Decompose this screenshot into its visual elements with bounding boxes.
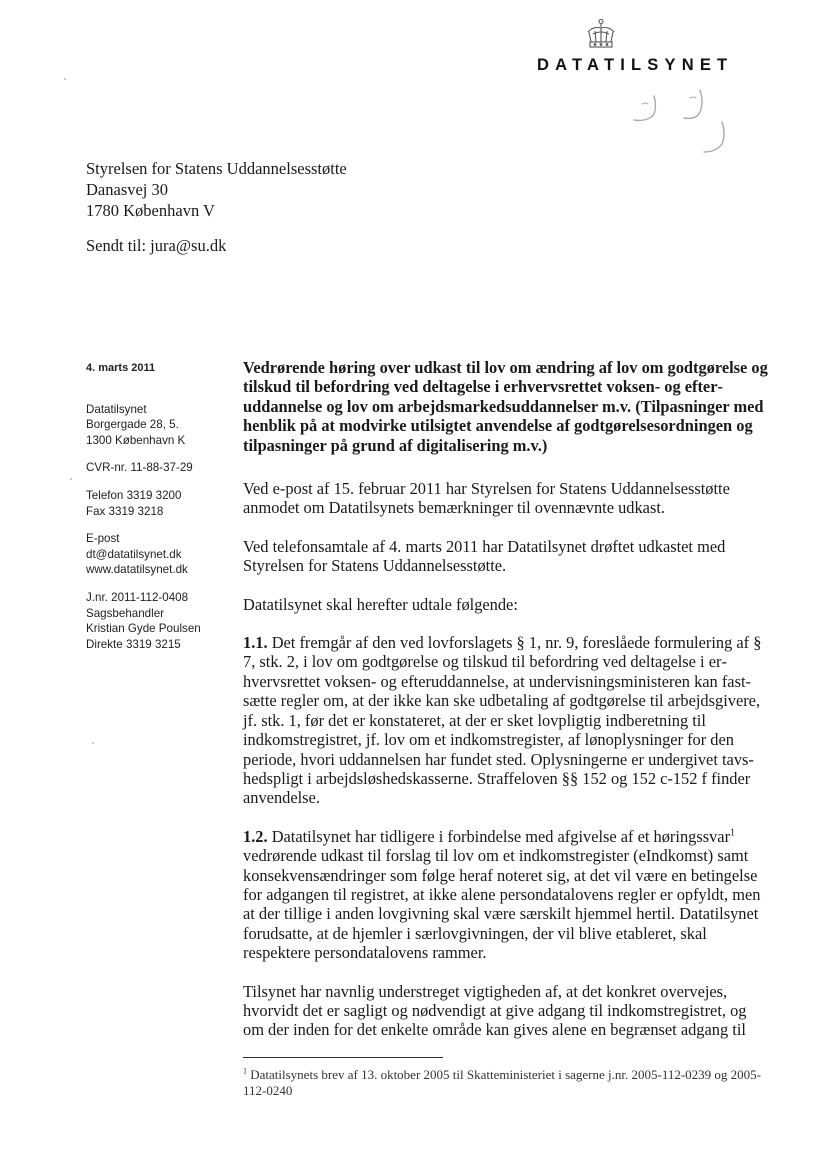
footnote-divider xyxy=(243,1057,443,1058)
case-handler-phone: Direkte 3319 3215 xyxy=(86,637,181,651)
case-number: J.nr. 2011-112-0408 xyxy=(86,590,189,604)
scan-speck xyxy=(92,742,94,744)
web-link[interactable]: www.datatilsynet.dk xyxy=(86,563,188,577)
recipient-street: Danasvej 30 xyxy=(86,180,169,199)
section-number: 1.2. xyxy=(243,826,268,846)
section-1-2 xyxy=(243,827,768,963)
footnote xyxy=(243,1067,768,1098)
email-label: E-post xyxy=(86,532,120,546)
section-text: Det fremgår af den ved lovforslagets § 1, nr. 9, foreslåede formulering af § 7, stk. 2, i lov om godtgørelse og tilskud til befordring ved deltagelse i erhvervsrettet voksen- og efteruddannelse, at undervisningsministeren kan fastsætte regler om, at der ikke kan ske udbetaling af godtgørelse til arbejdsgivere, jf. stk. 1, før det er konstateret, at der er sket lovpligtig indberetning til indkomstregistret, jf. lov om et indkomstregister, af lønoplysninger for den periode, hvori uddannelsen har fundet sted. Oplysningerne er undergivet tavshedspligt i arbejdsløshedskasserne. Straffeloven §§ 152 og 152 c-152 f finder anvendelse. xyxy=(243,633,762,808)
section-text: Datatilsynet har tidligere i forbindelse med afgivelse af et høringssvar xyxy=(267,826,731,846)
recipient-address xyxy=(86,158,347,221)
paragraph-statement: Datatilsynet skal herefter udtale følgende: xyxy=(243,594,518,614)
footnote-number: 1 xyxy=(243,1066,247,1076)
scan-speck xyxy=(64,78,66,80)
email-link[interactable]: dt@datatilsynet.dk xyxy=(86,547,182,561)
sender-address xyxy=(86,402,236,449)
section-text-continued: vedrørende udkast til forslag til lov om et indkomstregister (eIndkomst) samt konsekvensændringer som følge heraf noteret sig, at det vil være en betingelse for adgangen til registret, at ikke alene persondatalovens regler er opfyldt, men at der tillige i anden lovgivning skal være særskilt hjemmel hertil. Datatilsynet forudsatte, at de hjemler i særlovgivningen, der vil blive etableret, skal respektere persondatalovens rammer. xyxy=(243,846,761,963)
recipient-name: Styrelsen for Statens Uddannelsesstøtte xyxy=(86,159,347,178)
footnote-reference[interactable]: 1 xyxy=(730,827,736,839)
sender-name: Datatilsynet xyxy=(86,402,147,416)
section-1-1 xyxy=(243,633,768,808)
letter-body xyxy=(243,358,768,1040)
letter-subject: Vedrørende høring over udkast til lov om ændring af lov om godtgørelse og tilskud til befordring ved deltagelse i erhvervsrettet voksen- og efteruddannelse og lov om arbejdsmarkedsuddannelser m.v. (Tilpasninger med henblik på at modvirke utilsigtet anvendelse af godtgørelsesordningen og tilpasninger på grund af digitalisering m.v.) xyxy=(243,358,768,455)
paragraph-oversight: Tilsynet har navnlig understreget vigtigheden af, at det konkret overvejes, hvorvidt det er sagligt og nødvendigt at give adgang til indkomstregistret, og om der inden for det enkelte område kan gives alene en begrænset adgang til xyxy=(243,981,747,1040)
sender-sidebar xyxy=(86,361,236,664)
logo-text: DATATILSYNET xyxy=(537,56,734,74)
crown-icon xyxy=(584,18,618,50)
cvr-number xyxy=(86,460,236,476)
sender-street: Borgergade 28, 5. xyxy=(86,418,179,432)
contact-block xyxy=(86,531,236,578)
phone-number: Telefon 3319 3200 xyxy=(86,488,182,502)
letter-date: 4. marts 2011 xyxy=(86,362,156,374)
footnote-text: Datatilsynets brev af 13. oktober 2005 til Skatteministeriet i sagerne j.nr. 2005-112-0239 og 2005-112-0240 xyxy=(243,1067,762,1098)
sender-city: 1300 København K xyxy=(86,433,186,447)
case-handler-label: Sagsbehandler xyxy=(86,606,164,620)
sent-to-line: Sendt til: jura@su.dk xyxy=(86,236,227,255)
handwritten-signature xyxy=(612,82,752,174)
phone-block xyxy=(86,488,236,519)
case-handler-name: Kristian Gyde Poulsen xyxy=(86,622,201,636)
paragraph-intro: Ved e-post af 15. februar 2011 har Styrelsen for Statens Uddannelsesstøtte anmodet om Datatilsynets bemærkninger til ovennævnte udkast. xyxy=(243,479,730,518)
paragraph-phone-call: Ved telefonsamtale af 4. marts 2011 har Datatilsynet drøftet udkastet med Styrelsen for Statens Uddannelsesstøtte. xyxy=(243,536,726,576)
cvr-text: CVR-nr. 11-88-37-29 xyxy=(86,461,193,475)
fax-number: Fax 3319 3218 xyxy=(86,504,164,518)
recipient-city: 1780 København V xyxy=(86,201,215,220)
case-block xyxy=(86,590,236,652)
section-number: 1.1. xyxy=(243,633,268,653)
scan-speck xyxy=(70,478,72,480)
